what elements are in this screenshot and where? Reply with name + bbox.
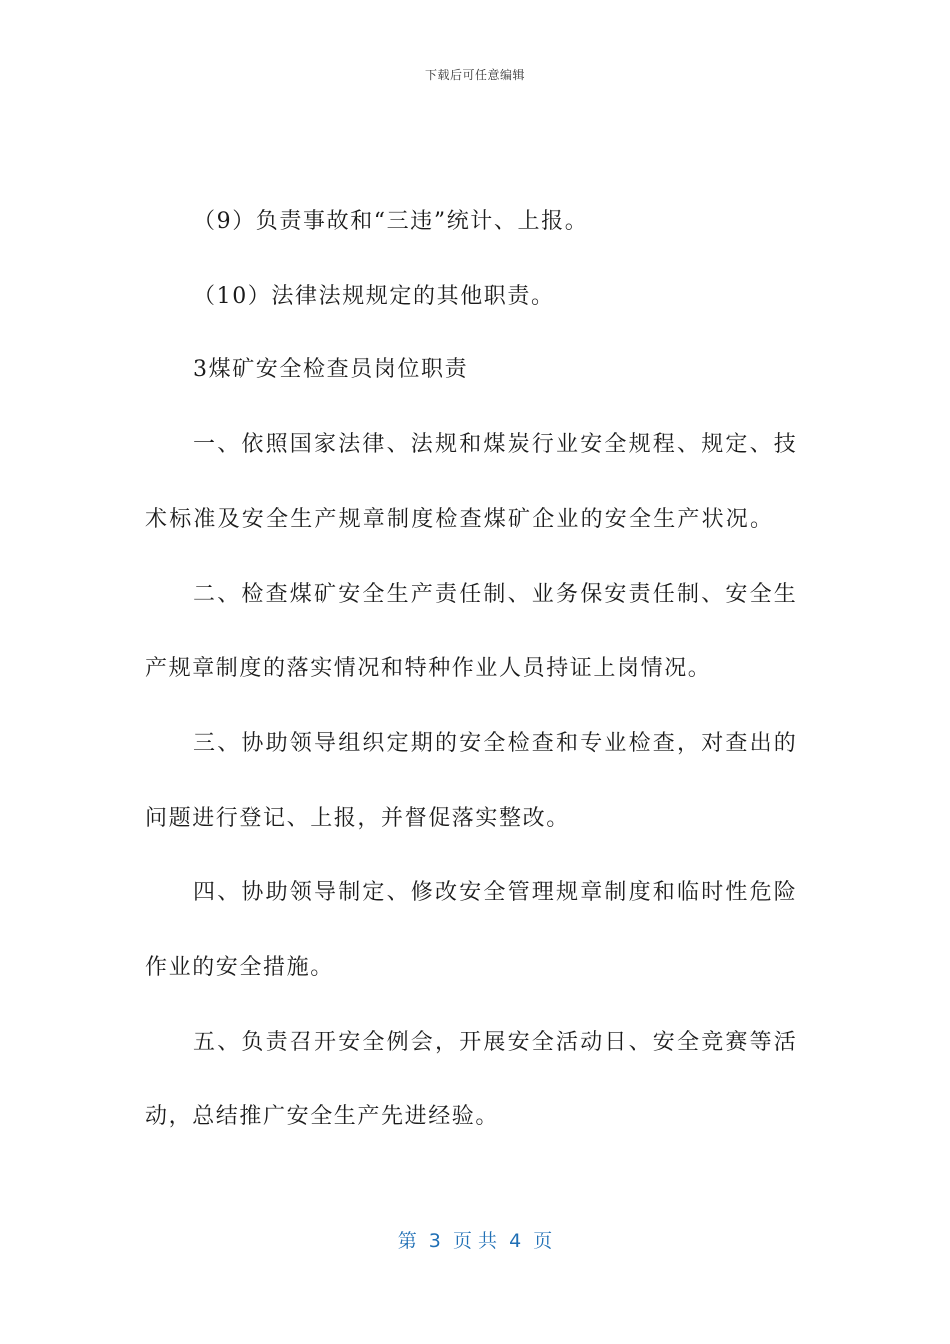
page-number: 第 3 页 共 4 页 (397, 1230, 553, 1252)
paragraph-line: 五、负责召开安全例会，开展安全活动日、安全竞赛等活 (193, 1030, 799, 1055)
paragraph-line: 四、协助领导制定、修改安全管理规章制度和临时性危险 (193, 880, 799, 905)
header-note: 下载后可任意编辑 (424, 68, 525, 82)
paragraph-line: 问题进行登记、上报，并督促落实整改。 (145, 806, 570, 831)
paragraph-line: （10）法律法规规定的其他职责。 (193, 284, 555, 309)
section-heading: 3煤矿安全检查员岗位职责 (193, 357, 469, 382)
paragraph-line: 二、检查煤矿安全生产责任制、业务保安责任制、安全生 (193, 582, 799, 607)
paragraph-line: （9）负责事故和“三违”统计、上报。 (193, 209, 589, 234)
paragraph-line: 产规章制度的落实情况和特种作业人员持证上岗情况。 (145, 656, 712, 681)
paragraph-line: 一、依照国家法律、法规和煤炭行业安全规程、规定、技 (193, 432, 799, 457)
paragraph-line: 动，总结推广安全生产先进经验。 (145, 1104, 500, 1129)
paragraph-line: 作业的安全措施。 (145, 955, 334, 980)
paragraph-line: 三、协助领导组织定期的安全检查和专业检查，对查出的 (193, 731, 799, 756)
paragraph-line: 术标准及安全生产规章制度检查煤矿企业的安全生产状况。 (145, 507, 775, 532)
